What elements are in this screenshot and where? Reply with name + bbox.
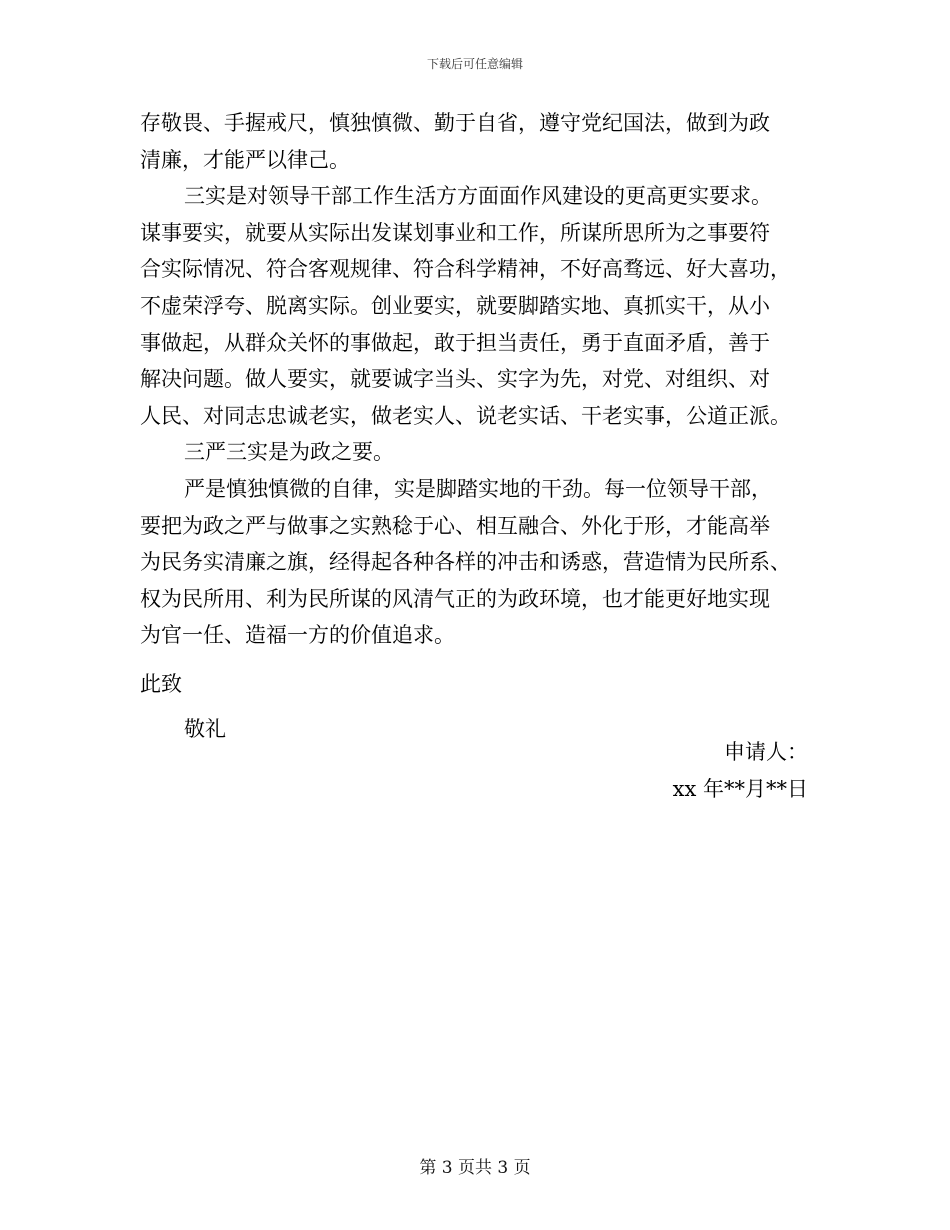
body-line: 合实际情况、符合客观规律、符合科学精神，不好高骛远、好大喜功， <box>140 257 791 282</box>
paragraph-start-line: 三实是对领导干部工作生活方方面面作风建设的更高更实要求。 <box>184 184 772 209</box>
body-line: 存敬畏、手握戒尺，慎独慎微、勤于自省，遵守党纪国法，做到为政 <box>140 111 770 135</box>
document-body <box>140 105 820 654</box>
body-line: 要把为政之严与做事之实熟稔于心、相互融合、外化于形，才能高举 <box>140 513 770 538</box>
body-line: 人民、对同志忠诚老实，做老实人、说老实话、干老实事，公道正派。 <box>140 403 791 428</box>
closing-salute: 此致 <box>140 672 182 696</box>
paragraph-start-line: 三严三实是为政之要。 <box>184 440 394 465</box>
signature-date: xx 年**月**日 <box>672 777 808 801</box>
page-footer: 第 3 页共 3 页 <box>419 1158 531 1178</box>
closing-regards: 敬礼 <box>184 717 226 741</box>
body-line: 事做起，从群众关怀的事做起，敢于担当责任，勇于直面矛盾，善于 <box>140 330 770 355</box>
body-line: 为民务实清廉之旗，经得起各种各样的冲击和诱惑，营造情为民所系、 <box>140 550 791 575</box>
body-line: 为官一任、造福一方的价值追求。 <box>140 623 455 648</box>
body-line: 解决问题。做人要实，就要诚字当头、实字为先，对党、对组织、对 <box>140 367 770 392</box>
header-note: 下载后可任意编辑 <box>426 57 523 71</box>
body-line: 清廉，才能严以律己。 <box>140 147 350 172</box>
body-line: 不虚荣浮夸、脱离实际。创业要实，就要脚踏实地、真抓实干，从小 <box>140 293 770 318</box>
body-line: 权为民所用、利为民所谋的风清气正的为政环境，也才能更好地实现 <box>140 586 770 611</box>
paragraph-start-line: 严是慎独慎微的自律，实是脚踏实地的干劲。每一位领导干部， <box>184 476 772 501</box>
body-line: 谋事要实，就要从实际出发谋划事业和工作，所谋所思所为之事要符 <box>140 220 770 245</box>
applicant-label: 申请人： <box>724 740 808 764</box>
